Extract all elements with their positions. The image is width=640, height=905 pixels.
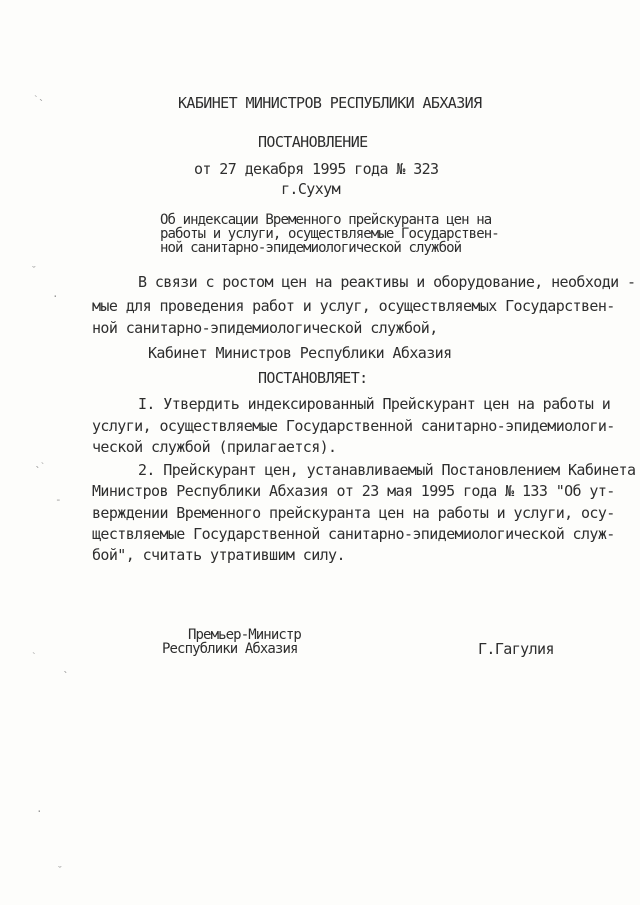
preamble-line: мые для проведения работ и услуг, осуществляемых Государствен- — [92, 297, 615, 315]
subject-line: Об индексации Временного прейскуранта цен на — [160, 212, 492, 228]
signatory-name: Г.Гагулия — [478, 640, 554, 658]
scan-speck: · — [36, 805, 43, 818]
scan-speck: ˴ˎ — [34, 88, 45, 101]
document-date-number: от 27 декабря 1995 года № 323 — [194, 160, 439, 178]
signatory-title: Республики Абхазия — [162, 641, 298, 657]
scan-speck: ˴ — [32, 645, 36, 658]
item-2-line: ществляемые Государственной санитарно-эпидемиологической служ- — [92, 525, 615, 543]
subject-line: работы и услуги, осуществляемые Государствен- — [160, 226, 499, 242]
document-type: ПОСТАНОВЛЕНИЕ — [258, 133, 368, 151]
scan-speck: - — [55, 493, 62, 506]
scan-speck: ˬ — [58, 855, 62, 868]
document-header: КАБИНЕТ МИНИСТРОВ РЕСПУБЛИКИ АБХАЗИЯ — [178, 94, 482, 112]
decree-word: ПОСТАНОВЛЯЕТ: — [258, 369, 368, 387]
scan-speck: ˬ — [32, 255, 36, 268]
item-2-line: верждении Временного прейскуранта цен на работы и услуги, осу- — [92, 504, 615, 522]
item-2-line: бой", считать утратившим силу. — [92, 546, 345, 564]
preamble-line: В связи с ростом цен на реактивы и оборудование, необходи - — [138, 273, 636, 291]
scan-speck: · — [52, 290, 59, 303]
preamble-line: ной санитарно-эпидемиологической службой, — [92, 319, 438, 337]
signatory-title: Премьер-Министр — [188, 627, 301, 643]
item-1-line: ческой службой (прилагается). — [92, 438, 337, 456]
subject-line: ной санитарно-эпидемиологической службой — [160, 240, 462, 256]
scan-speck: ˎ˴ — [34, 455, 45, 468]
item-2-line: 2. Прейскурант цен, устанавливаемый Постановлением Кабинета — [138, 461, 636, 479]
document-city: г.Сухум — [281, 180, 341, 198]
issuer-line: Кабинет Министров Республики Абхазия — [148, 344, 452, 362]
item-2-line: Министров Республики Абхазия от 23 мая 1995 года № 133 "Об ут- — [92, 482, 615, 500]
item-1-line: I. Утвердить индексированный Прейскурант цен на работы и — [138, 395, 611, 413]
scan-speck: ˎ — [62, 660, 69, 673]
item-1-line: услуги, осуществляемые Государственной санитарно-эпидемиологи- — [92, 417, 615, 435]
